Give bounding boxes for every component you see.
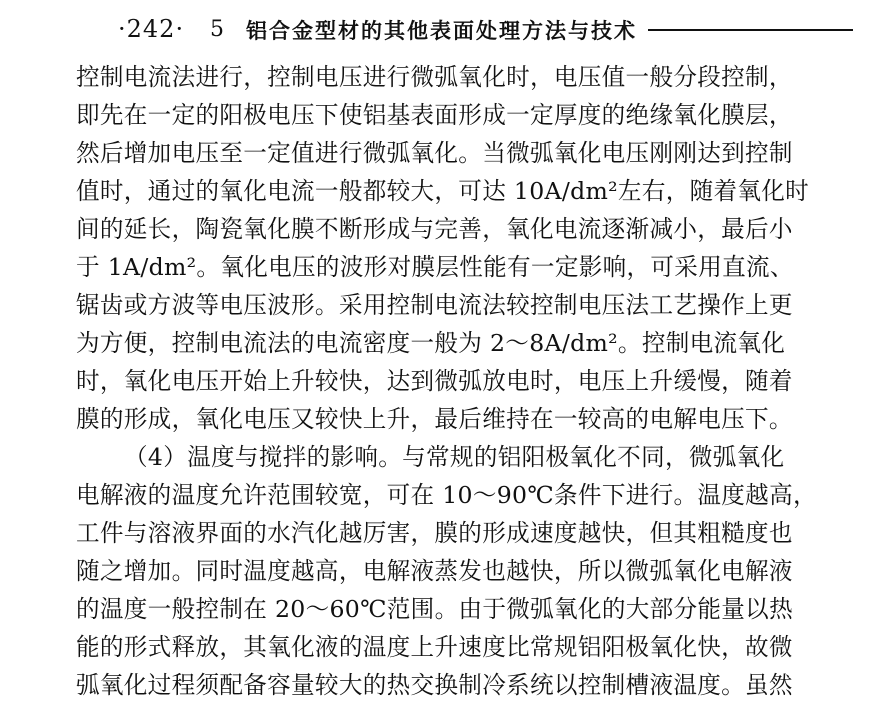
text-line: 电解液的温度允许范围较宽，可在 10～90℃条件下进行。温度越高，: [76, 481, 817, 509]
text-line: 为方便，控制电流法的电流密度一般为 2～8A/dm²。控制电流氧化: [76, 329, 786, 357]
text-line: 工件与溶液界面的水汽化越厉害，膜的形成速度越快，但其粗糙度也: [76, 519, 793, 547]
text-line: 随之增加。同时温度越高，电解液蒸发也越快，所以微弧氧化电解液: [76, 557, 793, 585]
text-line: 间的延长，陶瓷氧化膜不断形成与完善，氧化电流逐渐减小，最后小: [76, 215, 793, 243]
text-line: 能的形式释放，其氧化液的温度上升速度比常规铝阳极氧化快，故微: [76, 633, 793, 661]
text-line: 弧氧化过程须配备容量较大的热交换制冷系统以控制槽液温度。虽然: [76, 671, 793, 699]
body-text: [76, 58, 866, 704]
paragraph-start-line: （4）温度与搅拌的影响。与常规的铝阳极氧化不同，微弧氧化: [124, 443, 785, 471]
text-line: 然后增加电压至一定值进行微弧氧化。当微弧氧化电压刚刚达到控制: [76, 139, 793, 167]
text-line: 的温度一般控制在 20～60℃范围。由于微弧氧化的大部分能量以热: [76, 595, 793, 623]
text-line: 时，氧化电压开始上升较快，达到微弧放电时，电压上升缓慢，随着: [76, 367, 793, 395]
text-line: 控制电流法进行，控制电压进行微弧氧化时，电压值一般分段控制，: [76, 63, 793, 91]
header-rule: [648, 29, 853, 31]
chapter-title: 铝合金型材的其他表面处理方法与技术: [246, 18, 637, 43]
text-line: 锯齿或方波等电压波形。采用控制电流法较控制电压法工艺操作上更: [76, 291, 793, 319]
page-number: ·242·: [118, 15, 185, 43]
text-line: 值时，通过的氧化电流一般都较大，可达 10A/dm²左右，随着氧化时: [76, 177, 810, 205]
text-line: 即先在一定的阳极电压下使铝基表面形成一定厚度的绝缘氧化膜层，: [76, 101, 793, 129]
page-header: [118, 12, 858, 46]
text-line: 于 1A/dm²。氧化电压的波形对膜层性能有一定影响，可采用直流、: [76, 253, 794, 281]
text-line: 膜的形成，氧化电压又较快上升，最后维持在一较高的电解电压下。: [76, 405, 793, 433]
chapter-number: 5: [210, 17, 224, 42]
